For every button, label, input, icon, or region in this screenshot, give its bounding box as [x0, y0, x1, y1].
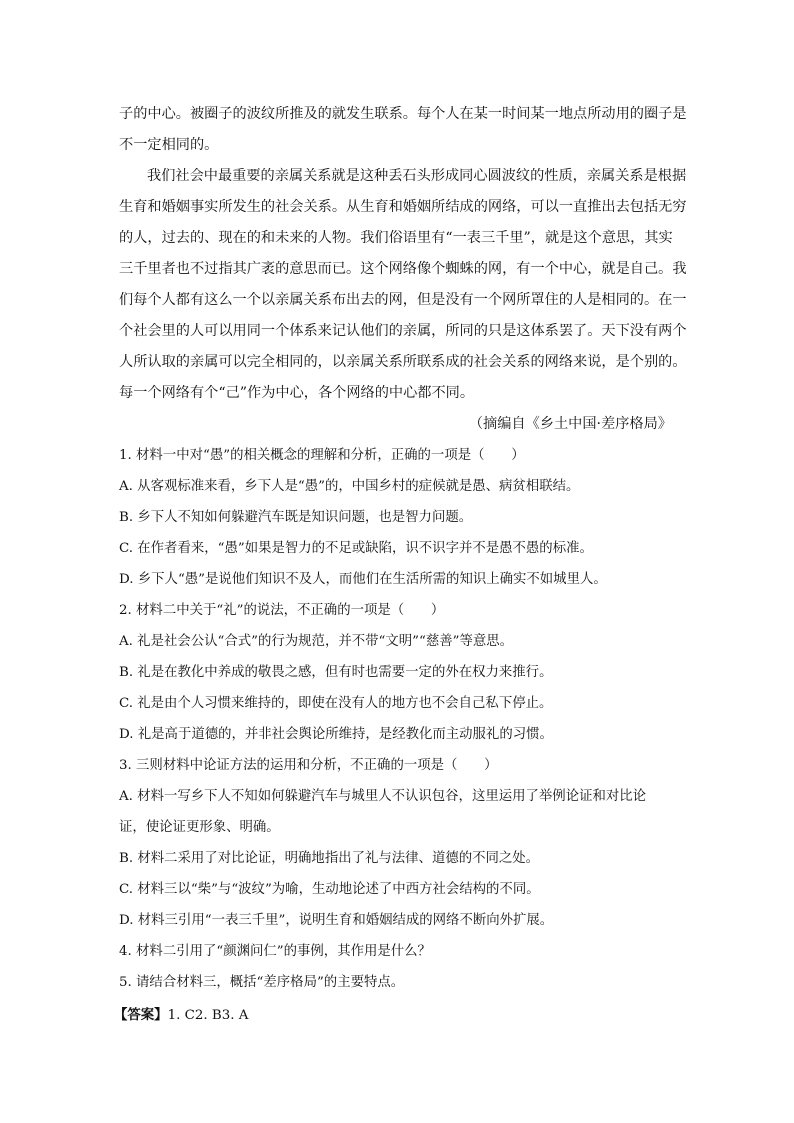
answer-tag: 【答案】	[114, 1007, 168, 1023]
question-4-stem: 4. 材料二引用了“颜渊问仁”的事例，其作用是什么？	[119, 944, 431, 959]
question-5-stem: 5. 请结合材料三，概括“差序格局”的主要特点。	[119, 975, 405, 990]
paragraph-line: 每一个网络有个“己”作为中心，各个网络的中心都不同。	[119, 385, 475, 401]
question-1-option-a: A. 从客观标准来看，乡下人是“愚”的，中国乡村的症候就是愚、病贫相联结。	[119, 479, 580, 494]
paragraph-line: 子的中心。被圈子的波纹所推及的就发生联系。每个人在某一时间某一地点所动用的圈子是	[119, 106, 687, 122]
paragraph-line: 不一定相同的。	[119, 137, 219, 153]
question-2-option-a: A. 礼是社会公认“合式”的行为规范，并不带“文明”“慈善”等意思。	[119, 634, 514, 649]
question-2-option-b: B. 礼是在教化中养成的敬畏之感，但有时也需要一定的外在权力来推行。	[119, 665, 553, 680]
question-3-option-c: C. 材料三以“柴”与“波纹”为喻，生动地论述了中西方社会结构的不同。	[119, 882, 540, 897]
paragraph-line: 们每个人都有这么一个以亲属关系布出去的网，但是没有一个网所罩住的人是相同的。在一	[119, 292, 687, 308]
source-citation: （摘编自《乡土中国·差序格局》	[468, 416, 672, 432]
question-1-option-c: C. 在作者看来，“愚”如果是智力的不足或缺陷，识不识字并不是愚不愚的标准。	[119, 541, 593, 556]
answer-line	[114, 1005, 248, 1026]
paragraph-line: 生育和婚姻事实所发生的社会关系。从生育和婚姻所结成的网络，可以一直推出去包括无穷	[119, 199, 687, 215]
question-1-stem: 1. 材料一中对“愚”的相关概念的理解和分析，正确的一项是（ ）	[119, 448, 525, 463]
question-3-option-b: B. 材料二采用了对比论证，明确地指出了礼与法律、道德的不同之处。	[119, 851, 540, 866]
question-2-option-d: D. 礼是高于道德的，并非社会舆论所维持，是经教化而主动服礼的习惯。	[119, 727, 553, 742]
paragraph-line: 我们社会中最重要的亲属关系就是这种丢石头形成同心圆波纹的性质，亲属关系是根据	[147, 168, 687, 184]
question-2-option-c: C. 礼是由个人习惯来维持的，即使在没有人的地方也不会自己私下停止。	[119, 696, 553, 711]
paragraph-line: 个社会里的人可以用同一个体系来记认他们的亲属，所同的只是这体系罢了。天下没有两个	[119, 323, 687, 339]
question-3-option-a-cont: 证，使论证更形象、明确。	[119, 820, 280, 835]
paragraph-line: 三千里者也不过指其广袤的意思而已。这个网络像个蜘蛛的网，有一个中心，就是自己。我	[119, 261, 687, 277]
question-1-option-d: D. 乡下人“愚”是说他们知识不及人，而他们在生活所需的知识上确实不如城里人。	[119, 572, 607, 587]
question-3-option-d: D. 材料三引用“一表三千里”，说明生育和婚姻结成的网络不断向外扩展。	[119, 913, 554, 928]
answer-text: 1. C2. B3. A	[167, 1008, 249, 1023]
paragraph-line: 的人，过去的、现在的和未来的人物。我们俗语里有“一表三千里”，就是这个意思，其实	[119, 230, 673, 246]
question-1-option-b: B. 乡下人不知如何躲避汽车既是知识问题，也是智力问题。	[119, 510, 473, 525]
question-3-stem: 3. 三则材料中论证方法的运用和分析，不正确的一项是（ ）	[119, 758, 498, 773]
question-2-stem: 2. 材料二中关于“礼”的说法，不正确的一项是（ ）	[119, 603, 445, 618]
paragraph-line: 人所认取的亲属可以完全相同的，以亲属关系所联系成的社会关系的网络来说，是个别的。	[119, 354, 687, 370]
question-3-option-a: A. 材料一写乡下人不知如何躲避汽车与城里人不认识包谷，这里运用了举例论证和对比论	[119, 789, 647, 804]
